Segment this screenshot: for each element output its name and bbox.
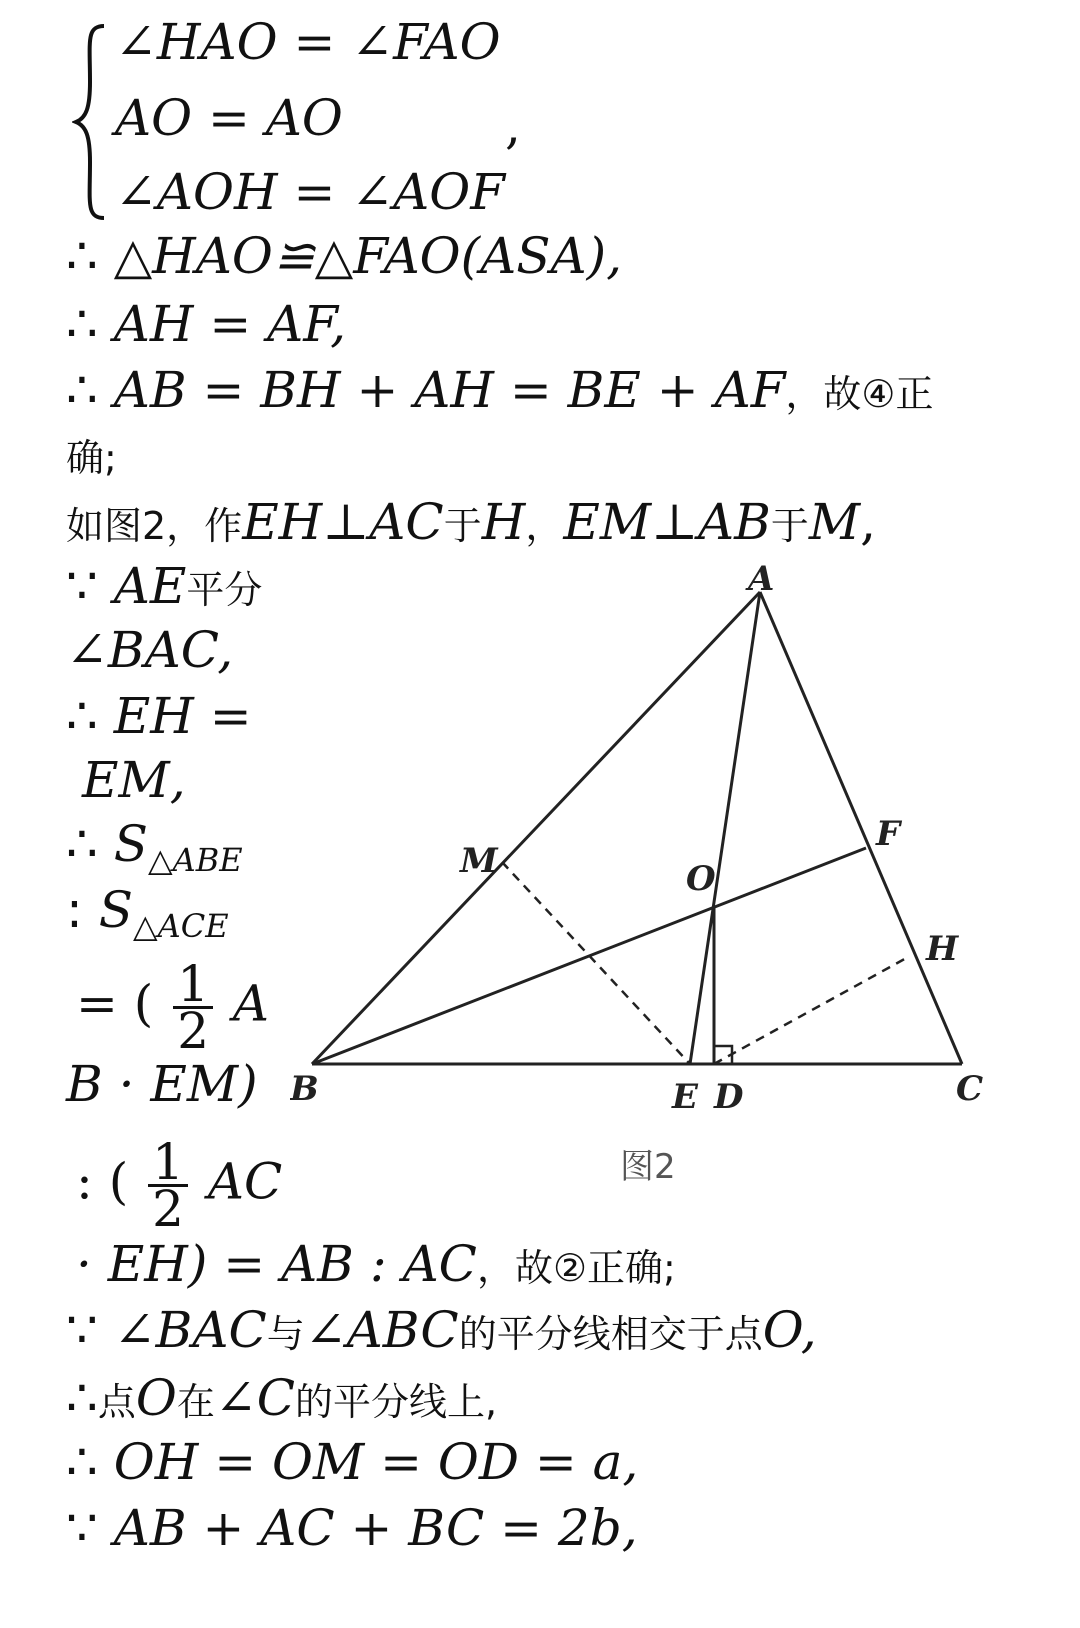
label-d: D: [714, 1077, 744, 1117]
angle-abc: ∠ABC: [304, 1301, 459, 1359]
eh-equals: EH =: [113, 687, 252, 745]
em-value: EM,: [82, 751, 186, 809]
dashed-em: [502, 862, 690, 1064]
therefore-symbol: ∴: [66, 687, 98, 745]
distance-equation: OH = OM = OD = a,: [113, 1433, 639, 1491]
therefore-symbol: ∴: [66, 227, 98, 285]
line-distances: [66, 1432, 638, 1492]
point-h: H: [481, 493, 526, 551]
line-eh-eq: [66, 686, 252, 746]
ratio-colon: :: [66, 881, 83, 939]
line-area-abe: [66, 814, 243, 890]
segment-ae: [690, 592, 760, 1064]
point-o: O: [135, 1369, 177, 1427]
line-half-ac: [76, 1133, 283, 1238]
comma: ，: [525, 504, 564, 548]
point-text: 点: [97, 1380, 136, 1424]
bisector-text: 的平分线相交于点: [458, 1312, 763, 1356]
therefore-symbol: ∴: [66, 1433, 98, 1491]
eh-perp-ac: EH⊥AC: [242, 493, 444, 551]
label-h: H: [926, 929, 959, 969]
comma: ,: [860, 493, 877, 551]
line-perimeter: [66, 1498, 638, 1558]
denominator: 2: [152, 1180, 184, 1238]
geometry-figure-2: [290, 560, 1050, 1230]
perimeter-equation: AB + AC + BC = 2b,: [113, 1499, 638, 1557]
therefore-symbol: ∴: [66, 815, 98, 873]
therefore-symbol: ∴: [66, 361, 98, 419]
equals-paren: = (: [76, 974, 154, 1033]
congruence-statement: △HAO≌△FAO(ASA),: [113, 227, 623, 285]
therefore-symbol: ∴: [66, 1369, 98, 1427]
line-o-on-bisector: [66, 1368, 497, 1432]
line-ae-bisects: [66, 556, 262, 620]
point-m: M: [808, 493, 861, 551]
bisector-text: 的平分线上,: [295, 1380, 498, 1424]
on-text: 在: [176, 1380, 215, 1424]
conclusion-text: ，故④正: [785, 372, 934, 416]
line-ah-af: [66, 294, 346, 354]
fraction-half: [173, 955, 213, 1060]
colon-paren: : (: [76, 1152, 129, 1211]
line-congruence: [66, 226, 622, 286]
numerator: 1: [148, 1140, 188, 1187]
area-symbol: S: [98, 881, 134, 939]
because-symbol: ∵: [66, 1301, 98, 1359]
label-c: C: [956, 1069, 984, 1109]
text-at: 于: [443, 504, 482, 548]
because-symbol: ∵: [66, 557, 98, 615]
side-ab: [312, 592, 760, 1064]
line-correct: 确;: [66, 436, 117, 480]
label-f: F: [876, 814, 901, 854]
denominator: 2: [177, 1002, 210, 1060]
therefore-symbol: ∴: [66, 295, 98, 353]
because-symbol: ∵: [66, 1499, 98, 1557]
label-b: B: [290, 1069, 319, 1109]
ratio-equation: · EH) = AB : AC: [76, 1235, 477, 1293]
and-text: 与: [266, 1312, 305, 1356]
ab-sum-equation: AB = BH + AH = BE + AF: [113, 361, 786, 419]
system-row-2: AO = AO: [115, 89, 343, 147]
system-row-3: ∠AOH = ∠AOF: [115, 163, 505, 221]
conclusion-text: ，故②正确;: [476, 1246, 676, 1290]
em-perp-ab: EM⊥AB: [563, 493, 771, 551]
angle-bac: ∠BAC,: [66, 621, 234, 679]
line-bisectors: [66, 1300, 817, 1364]
figure-caption: 图2: [620, 1147, 676, 1187]
line-ratio-result: [76, 1234, 676, 1298]
line-half-ab: [76, 955, 270, 1060]
label-m: M: [460, 841, 498, 881]
text-at: 于: [770, 504, 809, 548]
b-dot-em: B · EM): [66, 1055, 258, 1113]
numerator: 1: [173, 962, 213, 1009]
system-brace: [72, 22, 112, 222]
fraction-half: [148, 1133, 188, 1238]
triangle-abe: △ABE: [147, 841, 243, 879]
system-comma: ,: [505, 97, 521, 155]
area-symbol: S: [113, 815, 148, 873]
label-a: A: [748, 560, 775, 599]
label-e: E: [672, 1077, 698, 1117]
angle-bac: ∠BAC: [113, 1301, 267, 1359]
line-area-ace: [66, 880, 229, 956]
construction-text: 如图2，作: [66, 504, 243, 548]
line-ab-sum: [66, 360, 933, 424]
angle-c: ∠C: [214, 1369, 295, 1427]
segment-a: A: [232, 974, 270, 1033]
ah-equals-af: AH = AF,: [113, 295, 347, 353]
dashed-oh: [714, 956, 910, 1064]
segment-ac: AC: [207, 1152, 283, 1211]
segment-ae: AE: [113, 557, 187, 615]
point-o: O,: [762, 1301, 817, 1359]
bisects-text: 平分: [186, 568, 263, 612]
line-construction: [66, 492, 876, 556]
system-row-1: ∠HAO = ∠FAO: [115, 13, 501, 71]
triangle-ace: △ACE: [133, 907, 229, 945]
label-o: O: [686, 859, 716, 899]
side-ac: [760, 592, 962, 1064]
